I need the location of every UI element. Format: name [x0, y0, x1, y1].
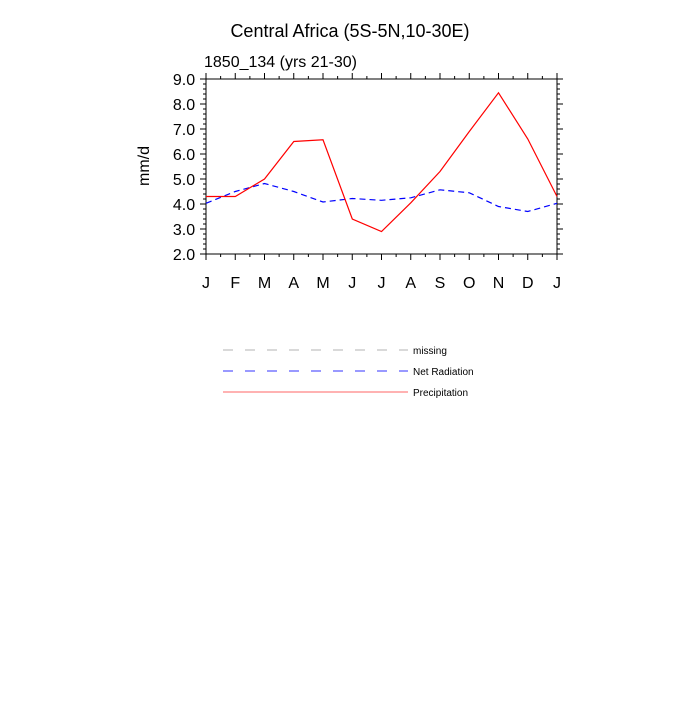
- x-tick-label: A: [405, 275, 417, 292]
- y-tick-label: 6.0: [172, 147, 196, 164]
- x-tick-label: M: [257, 275, 272, 292]
- series-lines: [206, 93, 557, 232]
- x-tick-label: O: [463, 275, 476, 292]
- x-tick-label: J: [377, 275, 386, 292]
- x-tick-label: S: [434, 275, 446, 292]
- y-tick-label: 7.0: [172, 122, 196, 139]
- x-tick-label: M: [316, 275, 330, 292]
- legend-label: missing: [413, 346, 447, 357]
- y-tick-label: 4.0: [172, 197, 196, 214]
- legend: [223, 346, 474, 399]
- x-tick-label: F: [230, 275, 241, 292]
- y-axis-label: mm/d: [136, 146, 153, 186]
- legend-label: Precipitation: [413, 388, 469, 399]
- x-tick-label: J: [202, 275, 210, 292]
- y-tick-label: 9.0: [172, 72, 196, 89]
- x-tick-label: N: [492, 275, 505, 292]
- y-tick-label: 3.0: [172, 222, 196, 239]
- series-line-precipitation: [206, 93, 557, 232]
- x-tick-label: A: [288, 275, 300, 292]
- y-tick-label: 8.0: [172, 97, 196, 114]
- chart-title: Central Africa (5S-5N,10-30E): [230, 21, 470, 41]
- y-tick-label: 5.0: [172, 172, 196, 189]
- x-tick-label: J: [553, 275, 561, 292]
- legend-label: Net Radiation: [413, 367, 474, 378]
- y-axis-ticks: [173, 72, 563, 264]
- x-tick-label: D: [521, 275, 534, 292]
- x-tick-label: J: [348, 275, 357, 292]
- y-tick-label: 2.0: [172, 247, 196, 264]
- chart-subtitle: 1850_134 (yrs 21-30): [204, 54, 357, 71]
- series-line-net-radiation: [206, 184, 557, 212]
- plot-frame: [206, 79, 557, 254]
